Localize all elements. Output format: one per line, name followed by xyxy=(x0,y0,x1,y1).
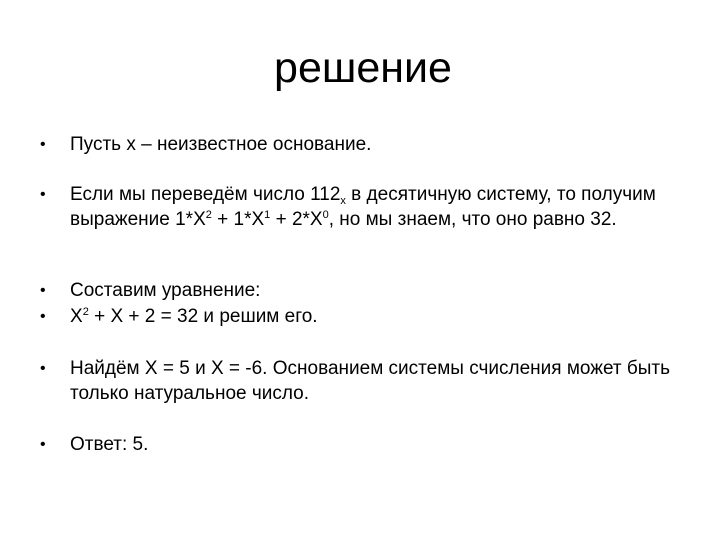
text-run: + 1*X xyxy=(211,209,265,230)
text-run: X xyxy=(70,306,83,327)
bullet-dot: • xyxy=(40,186,46,203)
bullet-text: Составим уравнение: xyxy=(70,280,261,301)
bullet-dot: • xyxy=(40,360,46,377)
text-run: Если мы переведём число 112 xyxy=(70,184,341,205)
superscript-exponent: 2 xyxy=(205,209,212,221)
superscript-exponent: 1 xyxy=(264,209,271,221)
text-run: в десятичную систему, то получим выражение 1*X xyxy=(70,184,656,230)
text-run: + 2*X xyxy=(270,209,323,230)
superscript-exponent: 2 xyxy=(82,306,89,318)
superscript-exponent: 0 xyxy=(322,209,329,221)
bullet-text xyxy=(70,304,670,329)
subscript-base: x xyxy=(340,195,346,207)
bullet-dot: • xyxy=(40,436,46,453)
text-run: , но мы знаем, что оно равно 32. xyxy=(328,209,617,230)
bullet-text: Ответ: 5. xyxy=(70,434,149,455)
text-run: + X + 2 = 32 и решим его. xyxy=(88,306,318,327)
bullet-text: Пусть x – неизвестное основание. xyxy=(70,134,372,155)
bullet-dot: • xyxy=(40,136,46,153)
bullet-dot: • xyxy=(40,282,46,299)
bullet-dot: • xyxy=(40,308,46,325)
slide-title xyxy=(0,38,720,98)
bullet-text xyxy=(70,182,670,232)
slide-title-text: решение xyxy=(274,44,452,92)
bullet-text: Найдём X = 5 и X = -6. Основанием системы счисления может быть только натуральное число. xyxy=(70,358,671,404)
